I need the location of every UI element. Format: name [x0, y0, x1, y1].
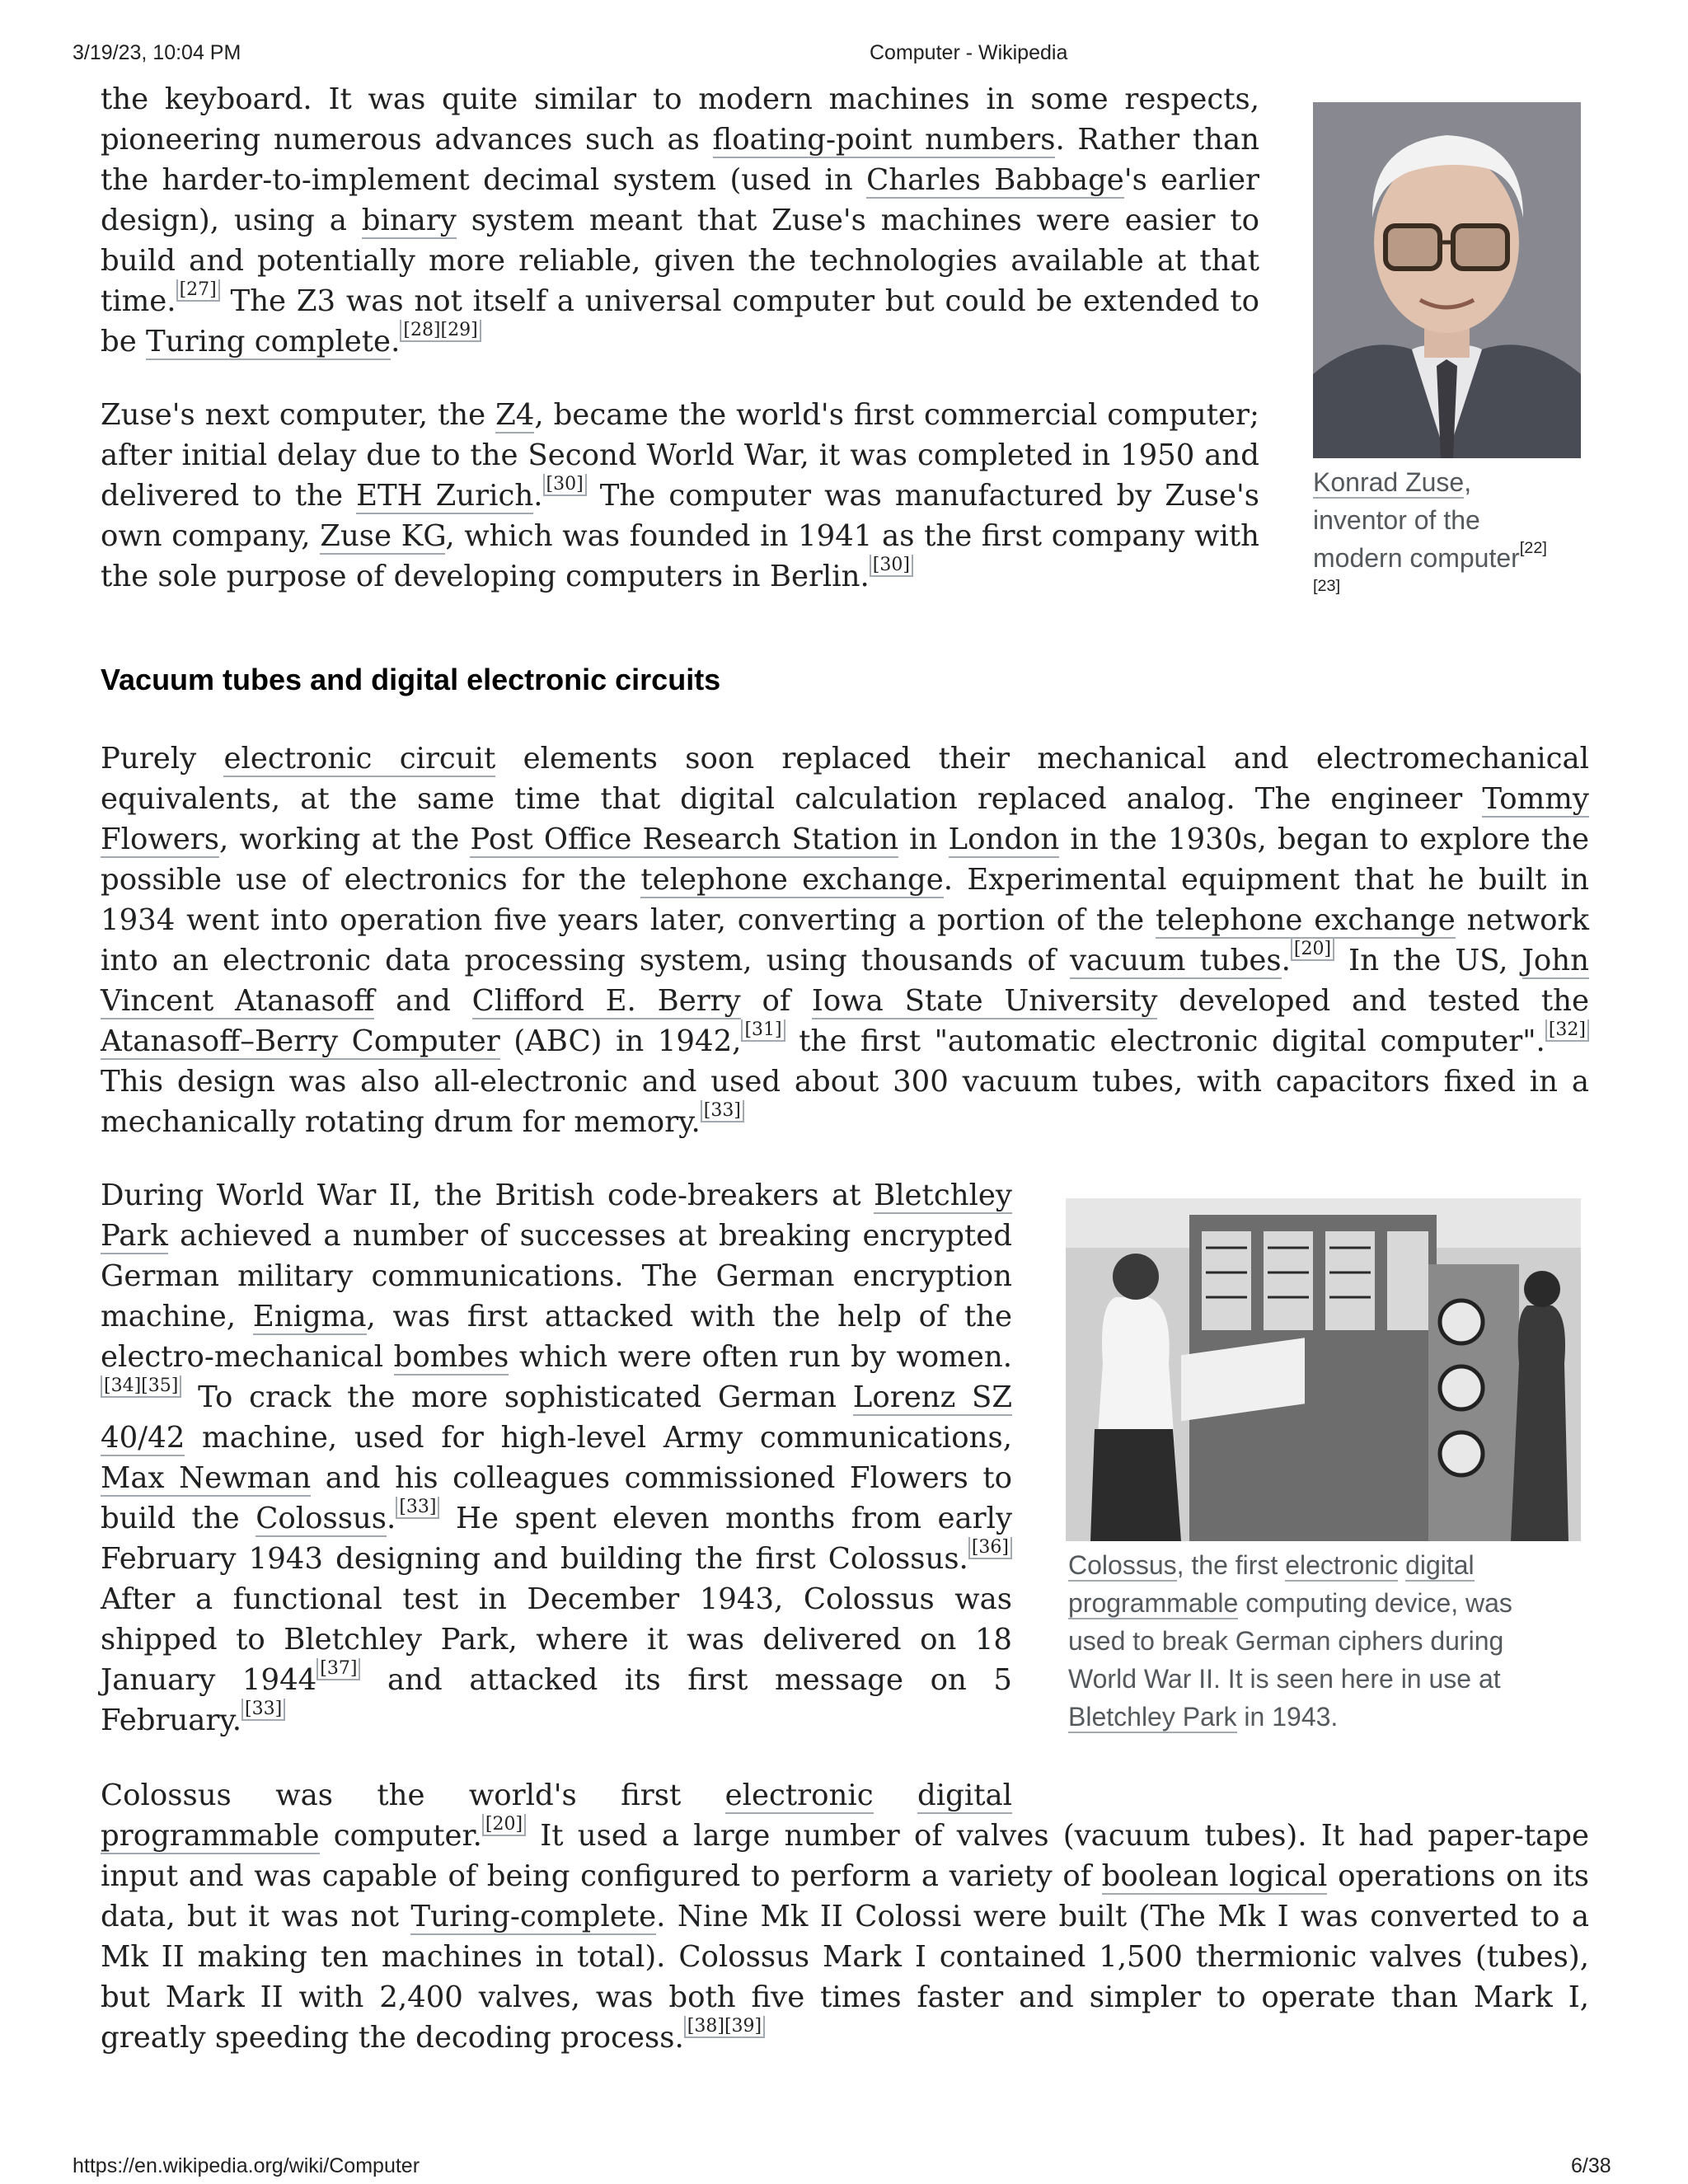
citation-30[interactable]: [30] — [543, 474, 587, 496]
section-heading: Vacuum tubes and digital electronic circuits — [101, 663, 721, 696]
print-url: https://en.wikipedia.org/wiki/Computer — [73, 2154, 420, 2177]
link-electronic-caption[interactable]: electronic — [1285, 1550, 1399, 1580]
link-vacuum-tubes[interactable]: vacuum tubes — [1069, 944, 1282, 977]
link-max-newman[interactable]: Max Newman — [101, 1461, 312, 1495]
link-atanasoff-berry-computer[interactable]: Atanasoff–Berry Computer — [101, 1024, 500, 1058]
link-programmable[interactable]: programmable — [101, 1819, 320, 1853]
link-iowa-state-university[interactable]: Iowa State University — [811, 984, 1158, 1018]
link-colossus[interactable]: Colossus — [256, 1502, 387, 1535]
link-digital-caption[interactable]: digital — [1405, 1550, 1475, 1580]
link-john-vincent-atanasoff[interactable]: John Vincent Atanasoff — [101, 944, 1590, 1018]
link-konrad-zuse[interactable]: Konrad Zuse — [1313, 467, 1465, 497]
colossus-caption: Colossus, the first electronic digital programmable computing device, was used to break German ciphers during World War II. It is seen here in use at Bletchley Park in 1943. — [1068, 1550, 1512, 1732]
citation-33b[interactable]: [33] — [396, 1497, 439, 1519]
link-turing-complete[interactable]: Turing complete — [146, 325, 392, 359]
citation-30b[interactable]: [30] — [870, 555, 913, 577]
citation-37[interactable]: [37] — [316, 1658, 360, 1680]
link-colossus-caption[interactable]: Colossus — [1068, 1550, 1177, 1580]
link-electronic-circuit[interactable]: electronic circuit — [223, 742, 496, 776]
link-clifford-e-berry[interactable]: Clifford E. Berry — [471, 984, 741, 1018]
konrad-zuse-photo[interactable] — [1313, 102, 1581, 458]
link-boolean-logical[interactable]: boolean logical — [1101, 1859, 1328, 1893]
zuse-caption-citations[interactable]: [22][23] — [1313, 539, 1547, 596]
link-programmable-caption[interactable]: programmable — [1068, 1588, 1239, 1618]
citation-33c[interactable]: [33] — [241, 1699, 285, 1721]
link-enigma[interactable]: Enigma — [252, 1300, 367, 1333]
link-z4[interactable]: Z4 — [495, 398, 535, 432]
link-lorenz-sz-40-42[interactable]: Lorenz SZ 40/42 — [101, 1380, 1012, 1455]
citation-20[interactable]: [20] — [1291, 939, 1334, 961]
colossus-photo[interactable] — [1066, 1198, 1581, 1541]
link-telephone-exchange-2[interactable]: telephone exchange — [1155, 903, 1456, 937]
link-digital[interactable]: digital — [917, 1779, 1012, 1812]
print-page-number: 6/38 — [1571, 2154, 1611, 2177]
link-telephone-exchange[interactable]: telephone exchange — [640, 863, 944, 897]
citation-34-35[interactable]: [34][35] — [101, 1376, 181, 1398]
paragraph-zuse-z4: Zuse's next computer, the Z4, became the world's first commercial computer; after initial delay due to the Second World War, it was completed in 1950 and delivered to the ETH Zurich. [30] The computer was manufactured by Zuse's own company, Zuse KG, which was founded in 1941 as the first company with the sole purpose of developing computers in Berlin. [30] — [101, 398, 1260, 593]
paragraph-colossus: Colossus was the world's first electronic digital programmable computer. [20] It used a large number of valves (vacuum tubes). It had paper-tape input and was capable of being configured to perform a variety of boolean logical operations on its data, but it was not Turing-complete. Nine Mk II Colossi were built (The Mk I was converted to a Mk II making ten machines in total). Colossus Mark I contained 1,500 thermionic valves (tubes), but Mark II with 2,400 valves, was both five times faster and simpler to operate than Mark I, greatly speeding the decoding process. [38][39] — [101, 1779, 1590, 2055]
citation-33[interactable]: [33] — [701, 1100, 744, 1122]
citation-31[interactable]: [31] — [741, 1019, 785, 1042]
link-turing-complete-2[interactable]: Turing-complete — [410, 1900, 657, 1933]
link-zuse-kg[interactable]: Zuse KG — [320, 519, 446, 553]
print-page-title: Computer - Wikipedia — [870, 41, 1068, 64]
link-floating-point-numbers[interactable]: floating-point numbers — [712, 123, 1056, 157]
paragraph-bletchley-park: During World War II, the British code-breakers at Bletchley Park achieved a number of successes at breaking encrypted German military communications. The German encryption machine, Enigma, was first attacked with the help of the electro-mechanical bombes which were often run by women.[34][35] To crack the more sophisticated German Lorenz SZ 40/42 machine, used for high-level Army communications, Max Newman and his colleagues commissioned Flowers to build the Colossus. [33] He spent eleven months from early February 1943 designing and building the first Colossus. [36] After a functional test in December 1943, Colossus was shipped to Bletchley Park, where it was delivered on 18 January 1944 [37] and attacked its first message on 5 February. [33] — [101, 1179, 1013, 1737]
link-eth-zurich[interactable]: ETH Zurich — [356, 479, 534, 513]
citation-32[interactable]: [32] — [1545, 1019, 1589, 1042]
link-bombes[interactable]: bombes — [393, 1340, 509, 1374]
link-tommy-flowers[interactable]: Tommy Flowers — [101, 782, 1589, 856]
citation-27[interactable]: [27] — [176, 279, 220, 302]
link-london[interactable]: London — [948, 823, 1060, 856]
paragraph-electronic-circuits: Purely electronic circuit elements soon replaced their mechanical and electromechanical equivalents, at the same time that digital calculation replaced analog. The engineer Tommy Flowers, working at the Post Office Research Station in London in the 1930s, began to explore the possible use of electronics for the telephone exchange. Experimental equipment that he built in 1934 went into operation five years later, converting a portion of the telephone exchange network into an electronic data processing system, using thousands of vacuum tubes. [20] In the US, John Vincent Atanasoff and Clifford E. Berry of Iowa State University developed and tested the Atanasoff–Berry Computer (ABC) in 1942, [31] the first "automatic electronic digital computer". [32] This design was also all-electronic and used about 300 vacuum tubes, with capacitors fixed in a mechanically rotating drum for memory. [33] — [101, 742, 1590, 1139]
link-post-office-research-station[interactable]: Post Office Research Station — [470, 823, 899, 856]
link-electronic[interactable]: electronic — [724, 1779, 874, 1812]
citation-20b[interactable]: [20] — [482, 1814, 526, 1836]
link-charles-babbage[interactable]: Charles Babbage — [866, 163, 1124, 197]
link-bletchley-park[interactable]: Bletchley Park — [101, 1179, 1012, 1253]
citation-38-39[interactable]: [38][39] — [684, 2016, 765, 2038]
paragraph-zuse-z3: the keyboard. It was quite similar to modern machines in some respects, pioneering numerous advances such as floating-point numbers. Rather than the harder-to-implement decimal system (used in Charles Babbage's earlier design), using a binary system meant that Zuse's machines were easier to build and potentially more reliable, given the technologies available at that time. [27] The Z3 was not itself a universal computer but could be extended to be Turing complete. [28][29] — [101, 82, 1260, 359]
link-bletchley-park-caption[interactable]: Bletchley Park — [1068, 1702, 1237, 1732]
citation-36[interactable]: [36] — [968, 1537, 1012, 1559]
print-datetime: 3/19/23, 10:04 PM — [73, 41, 241, 64]
link-binary[interactable]: binary — [361, 204, 457, 237]
zuse-caption: Konrad Zuse, inventor of the modern computer[22][23] — [1313, 467, 1547, 596]
citation-28-29[interactable]: [28][29] — [400, 320, 481, 342]
